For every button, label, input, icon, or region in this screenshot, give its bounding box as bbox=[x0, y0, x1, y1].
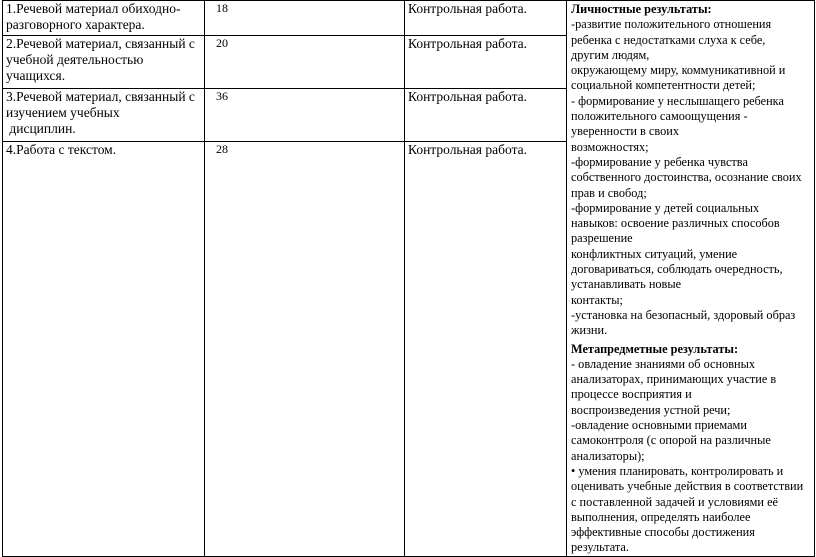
meta-result-line: анализаторах, принимающих участие в bbox=[571, 372, 777, 387]
personal-result-line: навыков: освоение различных способов bbox=[571, 216, 780, 231]
personal-result-line: социальной компетентности детей; bbox=[571, 78, 756, 93]
topic-cell bbox=[3, 141, 205, 556]
personal-result-line: прав и свобод; bbox=[571, 185, 647, 200]
meta-result-line: с поставленной задачей и условиями её bbox=[571, 494, 778, 509]
table-row bbox=[3, 1, 815, 36]
meta-result-line: анализаторы); bbox=[571, 448, 645, 463]
meta-result-line: результата. bbox=[571, 540, 629, 555]
topic-line: дисциплин. bbox=[6, 121, 76, 137]
meta-result-line: самоконтроля (с опорой на различные bbox=[571, 433, 771, 448]
meta-results-list bbox=[571, 357, 811, 556]
personal-result-line: устанавливать новые bbox=[571, 277, 682, 292]
control-cell: Контрольная работа. bbox=[405, 36, 567, 89]
personal-result-line: жизни. bbox=[571, 323, 608, 338]
topic-line: 1.Речевой материал обиходно- bbox=[6, 1, 181, 16]
hours-cell: 36 bbox=[205, 89, 405, 142]
control-cell: Контрольная работа. bbox=[405, 1, 567, 36]
personal-result-line: ребенка с недостатками слуха к себе, bbox=[571, 32, 766, 47]
personal-result-line: разрешение bbox=[571, 231, 633, 246]
personal-results-heading: Личностные результаты: bbox=[571, 2, 712, 16]
personal-result-line: -развитие положительного отношения bbox=[571, 17, 772, 32]
personal-result-line: -формирование у детей социальных bbox=[571, 200, 760, 215]
control-cell: Контрольная работа. bbox=[405, 89, 567, 142]
personal-result-line: уверенности в своих bbox=[571, 124, 679, 139]
topic-cell bbox=[3, 36, 205, 89]
personal-result-line: - формирование у неслышащего ребенка bbox=[571, 93, 784, 108]
personal-result-line: окружающему миру, коммуникативной и bbox=[571, 63, 786, 78]
personal-result-line: конфликтных ситуаций, умение bbox=[571, 246, 738, 261]
topic-line: 4.Работа с текстом. bbox=[6, 141, 117, 157]
hours-cell: 28 bbox=[205, 141, 405, 556]
meta-result-line: оценивать учебные действия в соответствии bbox=[571, 479, 804, 494]
personal-result-line: -формирование у ребенка чувства bbox=[571, 154, 748, 169]
topic-line: учебной деятельностью bbox=[6, 52, 144, 68]
curriculum-table bbox=[2, 0, 815, 557]
topic-line: разговорного характера. bbox=[6, 17, 145, 32]
topic-line: 2.Речевой материал, связанный с bbox=[6, 36, 195, 52]
hours-cell: 20 bbox=[205, 36, 405, 89]
personal-result-line: собственного достоинства, осознание своих bbox=[571, 170, 802, 185]
personal-result-line: возможностях; bbox=[571, 139, 649, 154]
personal-results-list bbox=[571, 17, 811, 338]
meta-result-line: процессе восприятия и bbox=[571, 387, 692, 402]
meta-result-line: -овладение основными приемами bbox=[571, 418, 747, 433]
personal-result-line: договариваться, соблюдать очередность, bbox=[571, 262, 783, 277]
meta-results-heading: Метапредметные результаты: bbox=[571, 341, 739, 356]
meta-result-line: эффективные способы достижения bbox=[571, 525, 755, 540]
personal-result-line: -установка на безопасный, здоровый образ bbox=[571, 307, 796, 322]
control-cell: Контрольная работа. bbox=[405, 141, 567, 556]
personal-result-line: другим людям, bbox=[571, 47, 650, 62]
topic-line: 3.Речевой материал, связанный с bbox=[6, 89, 195, 105]
results-cell bbox=[567, 1, 815, 557]
meta-result-line: - овладение знаниями об основных bbox=[571, 356, 756, 371]
topic-line: учащихся. bbox=[6, 68, 66, 84]
meta-result-line: выполнения, определять наиболее bbox=[571, 509, 751, 524]
hours-cell: 18 bbox=[205, 1, 405, 36]
meta-result-line: воспроизведения устной речи; bbox=[571, 402, 731, 417]
meta-result-line: • умения планировать, контролировать и bbox=[571, 463, 784, 478]
topic-cell bbox=[3, 1, 205, 36]
personal-result-line: положительного самоощущения - bbox=[571, 109, 748, 124]
topic-cell bbox=[3, 89, 205, 142]
personal-result-line: контакты; bbox=[571, 292, 623, 307]
topic-line: изучением учебных bbox=[6, 105, 120, 121]
